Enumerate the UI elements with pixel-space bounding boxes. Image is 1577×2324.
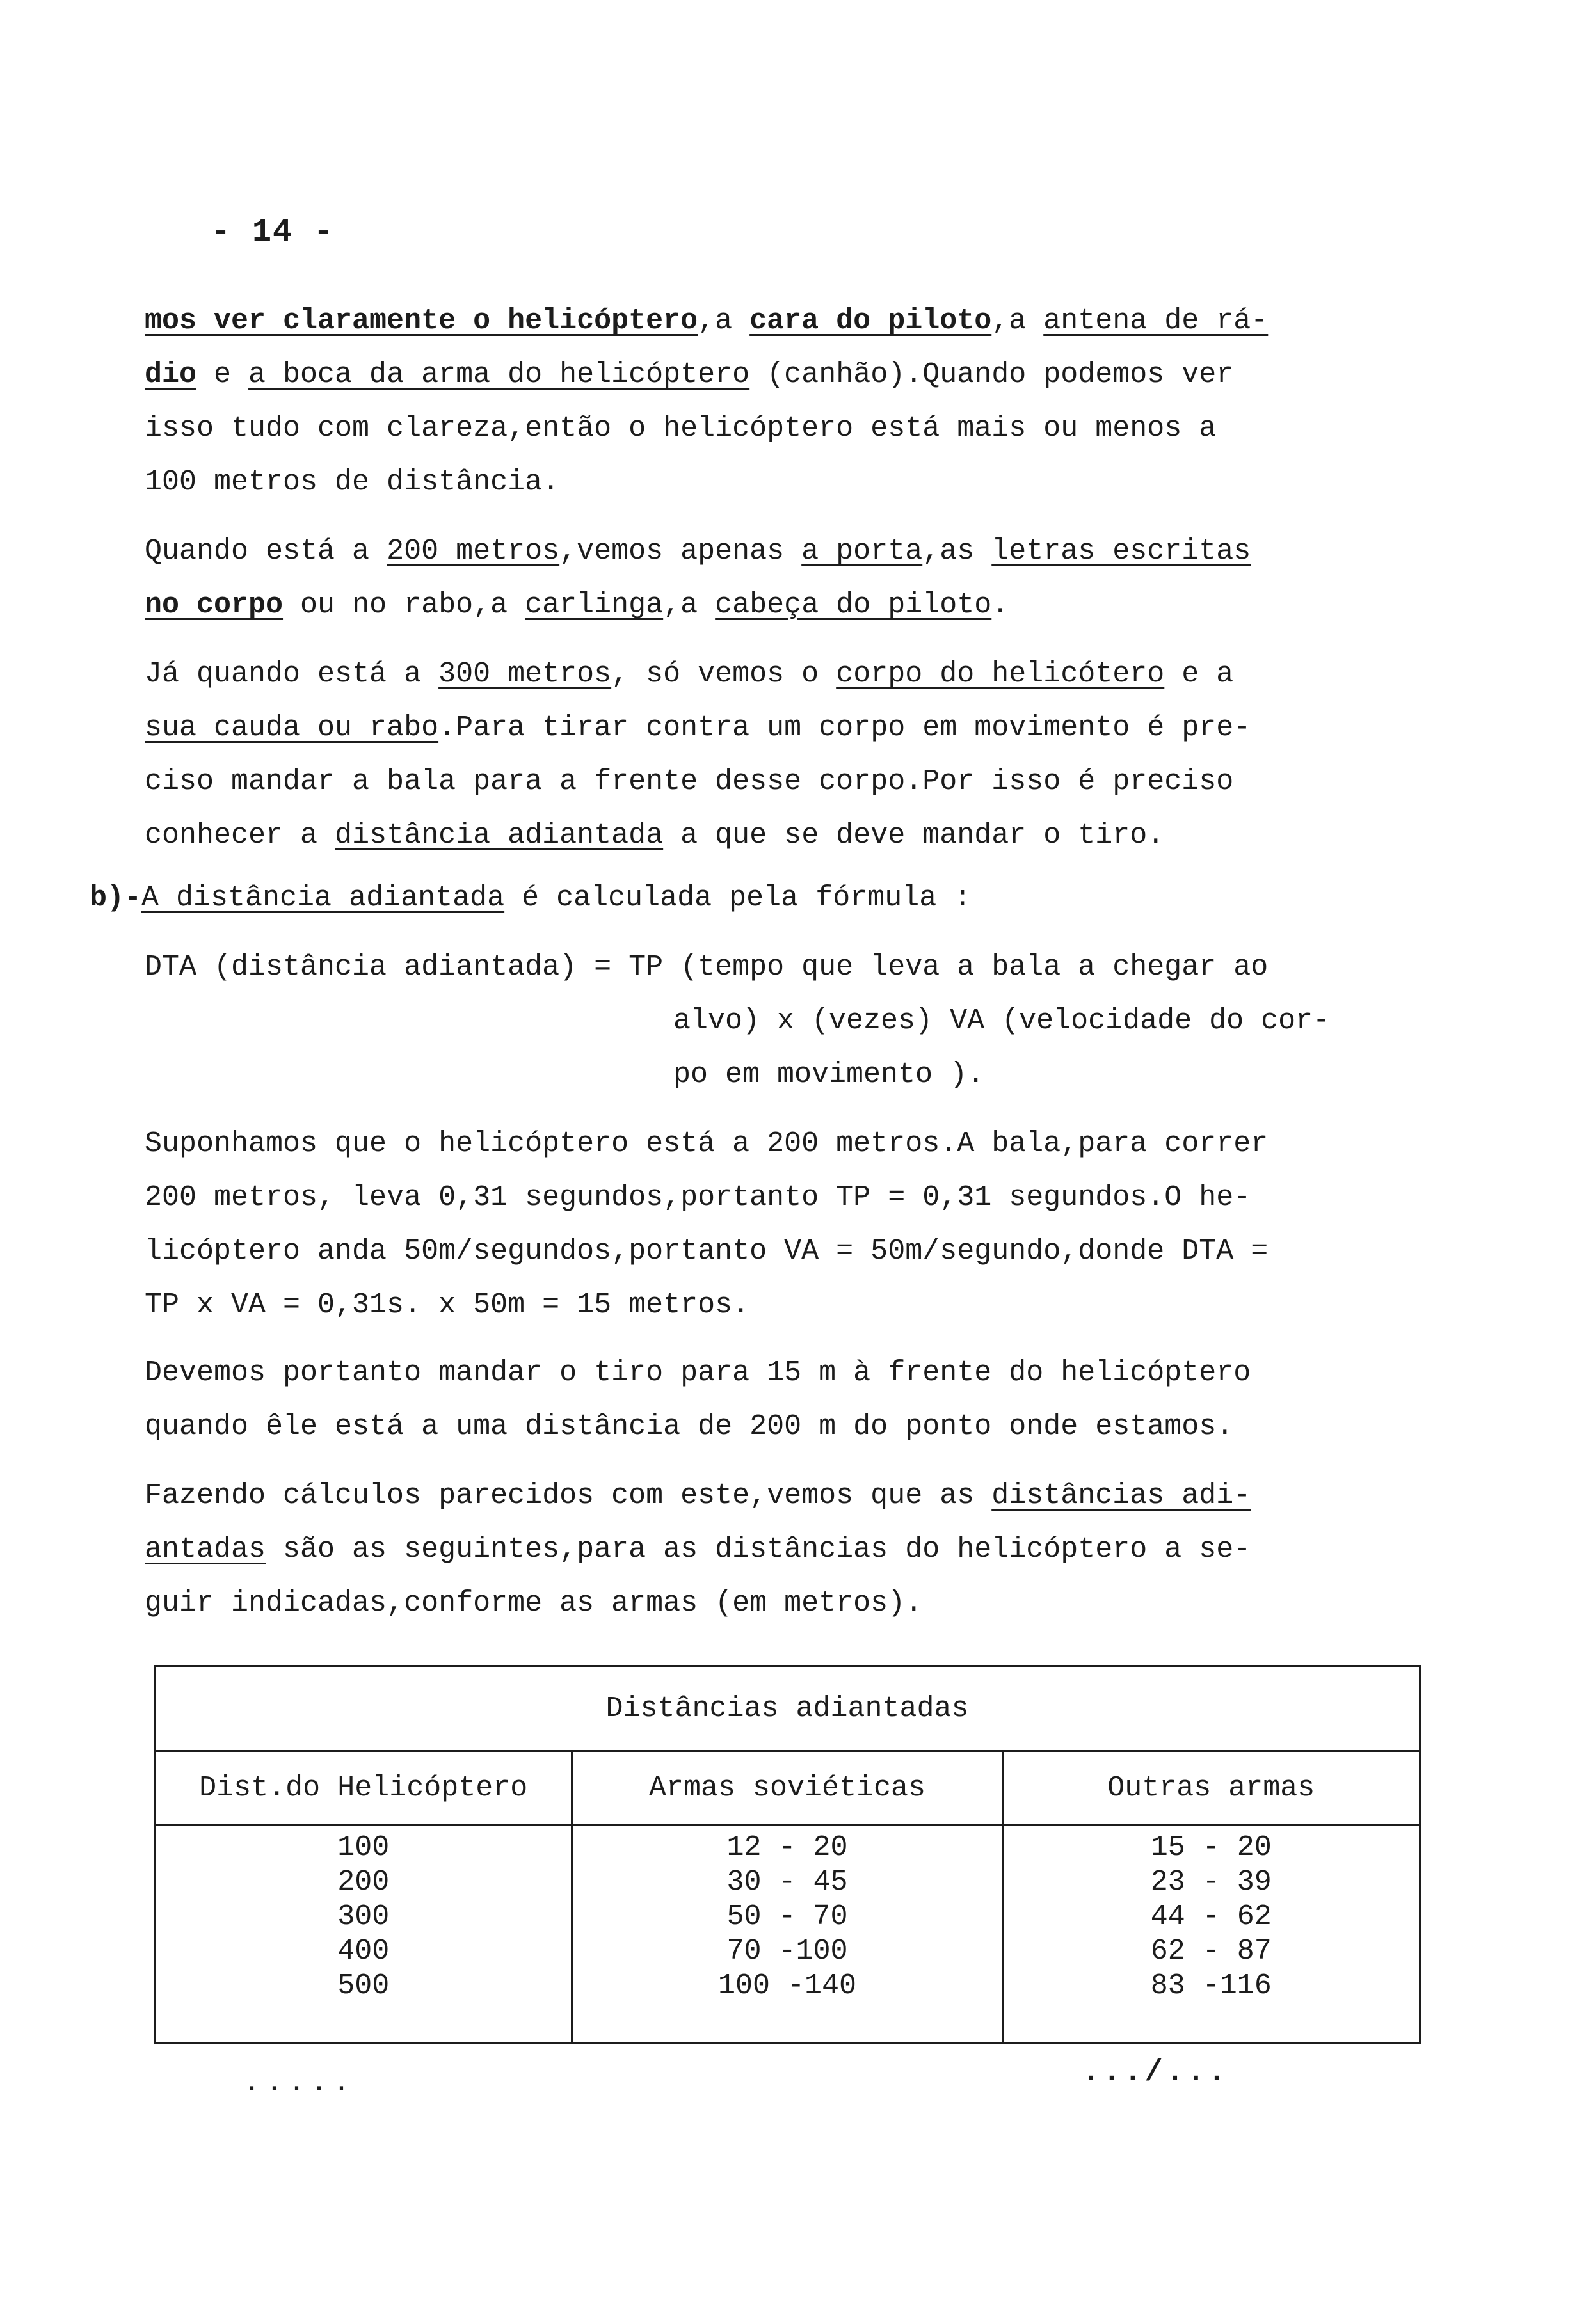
footer-continuation-mark: .../...: [1082, 2055, 1229, 2090]
paragraph-5-line-1: Devemos portanto mandar o tiro para 15 m à frente do helicóptero: [145, 1357, 1251, 1389]
header-soviet-weapons: Armas soviéticas: [572, 1751, 1002, 1825]
section-b-label: [90, 872, 971, 925]
text-run: ,vemos apenas: [559, 535, 802, 568]
table-data-row: [155, 1825, 1420, 2044]
text-run: é calculada pela fórmula :: [504, 882, 972, 914]
table-cell: 300: [337, 1900, 390, 1933]
text-run: ,a: [991, 305, 1044, 337]
paragraph-1-line-1: [145, 294, 1418, 348]
underlined-phrase: antadas: [145, 1533, 266, 1566]
underlined-phrase: mos ver claramente o helicóptero: [145, 305, 698, 337]
table-title: Distâncias adiantadas: [155, 1666, 1420, 1751]
paragraph-3-line-1: [145, 648, 1418, 701]
footer-dots-left: .....: [243, 2067, 356, 2099]
underlined-phrase: cabeça do piloto: [715, 589, 992, 621]
underlined-phrase: 200 metros: [387, 535, 560, 568]
underlined-phrase: carlinga: [525, 589, 664, 621]
distances-table: [154, 1665, 1421, 2044]
column-soviet-weapons: [572, 1825, 1002, 2044]
text-run: Já quando está a: [145, 658, 439, 690]
underlined-phrase: a boca da arma do helicóptero: [248, 358, 750, 391]
text-run: Quando está a: [145, 535, 387, 568]
formula-line-1: DTA (distância adiantada) = TP (tempo que leva a bala a chegar ao: [145, 951, 1269, 983]
formula-line-3: po em movimento ).: [673, 1058, 985, 1091]
underlined-phrase: A distância adiantada: [141, 882, 505, 914]
table-cell: 44 - 62: [1150, 1900, 1272, 1933]
table-cell: 83 -116: [1150, 1970, 1272, 2002]
underlined-phrase: sua cauda ou rabo: [145, 712, 439, 744]
text-run: ,as: [922, 535, 992, 568]
header-distance: Dist.do Helicóptero: [155, 1751, 572, 1825]
text-run: Fazendo cálculos parecidos com este,vemos que as: [145, 1479, 992, 1512]
paragraph-6-line-2: [145, 1523, 1418, 1577]
table-cell: 62 - 87: [1150, 1935, 1272, 1968]
text-run: ,a: [698, 305, 750, 337]
text-run: a que se deve mandar o tiro.: [663, 819, 1165, 852]
table-cell: 30 - 45: [726, 1866, 848, 1898]
table-cell: 70 -100: [726, 1935, 848, 1968]
paragraph-3-line-3: ciso mandar a bala para a frente desse corpo.Por isso é preciso: [145, 765, 1234, 798]
paragraph-1-line-3: isso tudo com clareza,então o helicóptero está mais ou menos a: [145, 412, 1217, 445]
formula-line-2: alvo) x (vezes) VA (velocidade do cor-: [673, 1005, 1331, 1037]
paragraph-4-line-1: Suponhamos que o helicóptero está a 200 metros.A bala,para correr: [145, 1127, 1269, 1160]
paragraph-2-line-2: [145, 578, 1418, 632]
underlined-phrase: dio: [145, 358, 197, 391]
paragraph-6-line-1: [145, 1469, 1418, 1523]
table-cell: 100: [337, 1831, 390, 1864]
paragraph-4-line-4: TP x VA = 0,31s. x 50m = 15 metros.: [145, 1289, 750, 1321]
underlined-phrase: no corpo: [145, 589, 284, 621]
paragraph-5-line-2: quando êle está a uma distância de 200 m do ponto onde estamos.: [145, 1410, 1234, 1443]
paragraph-2-line-1: [145, 525, 1418, 578]
paragraph-3-line-4: [145, 809, 1418, 863]
paragraph-4-line-3: licóptero anda 50m/segundos,portanto VA = 50m/segundo,donde DTA =: [145, 1235, 1269, 1268]
table-cell: 15 - 20: [1150, 1831, 1272, 1864]
paragraph-3-line-2: [145, 701, 1418, 755]
text-run: , só vemos o: [611, 658, 837, 690]
paragraph-1-line-2: [145, 348, 1418, 402]
underlined-phrase: antena de rá-: [1043, 305, 1269, 337]
underlined-phrase: cara do piloto: [749, 305, 992, 337]
page-number: - 14 -: [211, 214, 335, 251]
text-run: ,a: [663, 589, 716, 621]
table-cell: 200: [337, 1866, 390, 1898]
header-other-weapons: Outras armas: [1002, 1751, 1420, 1825]
underlined-phrase: distâncias adi-: [991, 1479, 1251, 1512]
underlined-phrase: distância adiantada: [335, 819, 664, 852]
text-run: são as seguintes,para as distâncias do helicóptero a se-: [266, 1533, 1251, 1566]
section-label: b)-: [90, 882, 142, 914]
paragraph-1-line-4: 100 metros de distância.: [145, 466, 560, 498]
paragraph-4-line-2: 200 metros, leva 0,31 segundos,portanto TP = 0,31 segundos.O he-: [145, 1181, 1251, 1214]
underlined-phrase: a porta: [801, 535, 923, 568]
text-run: conhecer a: [145, 819, 335, 852]
text-run: (canhão).Quando podemos ver: [749, 358, 1234, 391]
table-cell: 50 - 70: [726, 1900, 848, 1933]
text-run: e: [196, 358, 249, 391]
table-cell: 23 - 39: [1150, 1866, 1272, 1898]
text-run: ou no rabo,a: [283, 589, 525, 621]
table-cell: 12 - 20: [726, 1831, 848, 1864]
text-run: .: [991, 589, 1009, 621]
column-distance: [155, 1825, 572, 2044]
text-run: .Para tirar contra um corpo em movimento é pre-: [438, 712, 1251, 744]
text-run: e a: [1164, 658, 1234, 690]
column-other-weapons: [1002, 1825, 1420, 2044]
table-title-row: [155, 1666, 1420, 1751]
table-cell: 500: [337, 1970, 390, 2002]
table-cell: 400: [337, 1935, 390, 1968]
underlined-phrase: 300 metros: [438, 658, 612, 690]
table-header-row: [155, 1751, 1420, 1825]
underlined-phrase: letras escritas: [991, 535, 1251, 568]
paragraph-6-line-3: guir indicadas,conforme as armas (em metros).: [145, 1587, 923, 1620]
table-cell: 100 -140: [717, 1970, 857, 2002]
underlined-phrase: corpo do helicótero: [836, 658, 1165, 690]
